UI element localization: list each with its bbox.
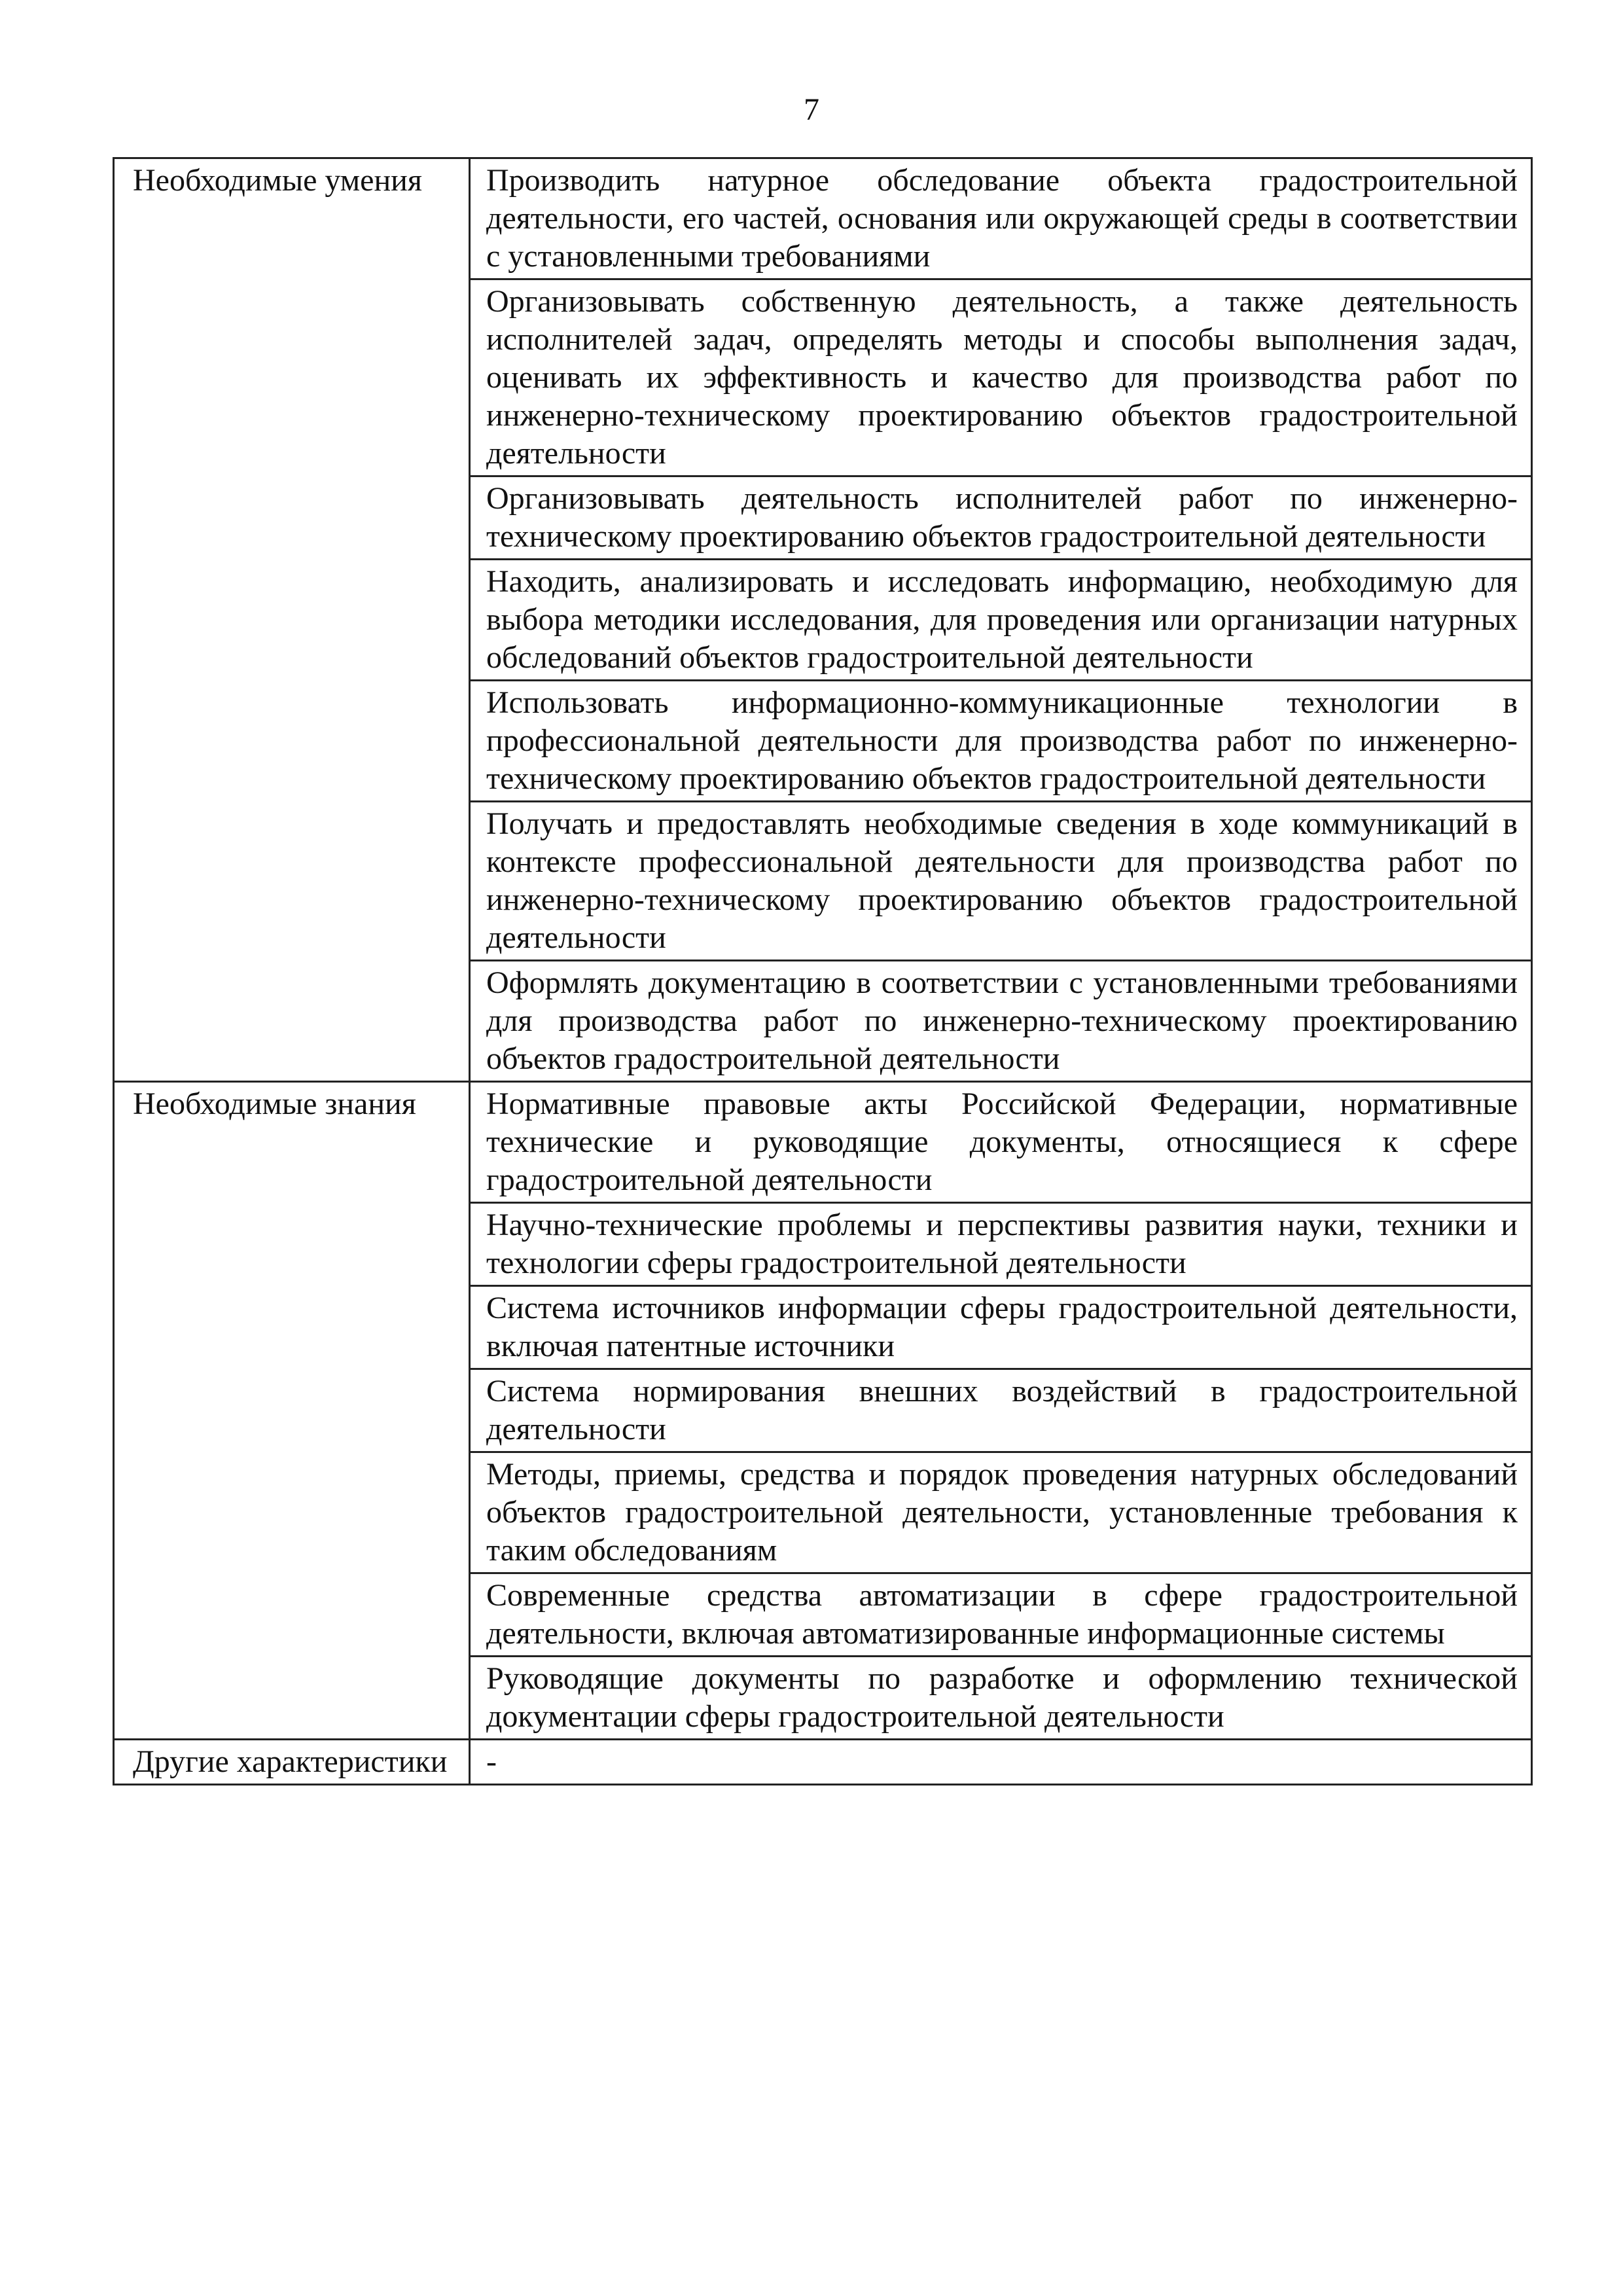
page-number: 7 [804, 92, 819, 127]
table-cell: Руководящие документы по разработке и оформлению технической документации сферы градостроительной деятельности [470, 1657, 1532, 1740]
table-cell: Система нормирования внешних воздействий в градостроительной деятельности [470, 1369, 1532, 1452]
section-label-knowledge: Необходимые знания [114, 1082, 470, 1740]
table-cell: Использовать информационно-коммуникационные технологии в профессиональной деятельности для производства работ по инженерно-техническому проектированию объектов градостроительной деятельности [470, 681, 1532, 802]
table-cell: Современные средства автоматизации в сфере градостроительной деятельности, включая автоматизированные информационные системы [470, 1573, 1532, 1657]
section-label-other: Другие характеристики [114, 1740, 470, 1785]
table-cell: Методы, приемы, средства и порядок проведения натурных обследований объектов градостроительной деятельности, установленные требования к таким обследованиям [470, 1452, 1532, 1573]
table-cell: Производить натурное обследование объекта градостроительной деятельности, его частей, основания или окружающей среды в соответствии с установленными требованиями [470, 158, 1532, 279]
table-cell: Система источников информации сферы градостроительной деятельности, включая патентные источники [470, 1286, 1532, 1369]
table-row [114, 1740, 1532, 1785]
table-cell: Организовывать деятельность исполнителей работ по инженерно-техническому проектированию объектов градостроительной деятельности [470, 476, 1532, 560]
table-cell: Нормативные правовые акты Российской Федерации, нормативные технические и руководящие документы, относящиеся к сфере градостроительной деятельности [470, 1082, 1532, 1203]
table-cell: Находить, анализировать и исследовать информацию, необходимую для выбора методики исследования, для проведения или организации натурных обследований объектов градостроительной деятельности [470, 560, 1532, 681]
table-row [114, 1082, 1532, 1203]
table-cell: - [470, 1740, 1532, 1785]
table-row [114, 158, 1532, 279]
section-label-skills: Необходимые умения [114, 158, 470, 1082]
table-cell: Оформлять документацию в соответствии с установленными требованиями для производства работ по инженерно-техническому проектированию объектов градостроительной деятельности [470, 961, 1532, 1082]
table-cell: Организовывать собственную деятельность, а также деятельность исполнителей задач, определять методы и способы выполнения задач, оценивать их эффективность и качество для производства работ по инженерно-техническому проектированию объектов градостроительной деятельности [470, 279, 1532, 476]
table-cell: Научно-технические проблемы и перспективы развития науки, техники и технологии сферы градостроительной деятельности [470, 1203, 1532, 1286]
requirements-table [113, 157, 1533, 1785]
table-cell: Получать и предоставлять необходимые сведения в ходе коммуникаций в контексте профессиональной деятельности для производства работ по инженерно-техническому проектированию объектов градостроительной деятельности [470, 802, 1532, 961]
